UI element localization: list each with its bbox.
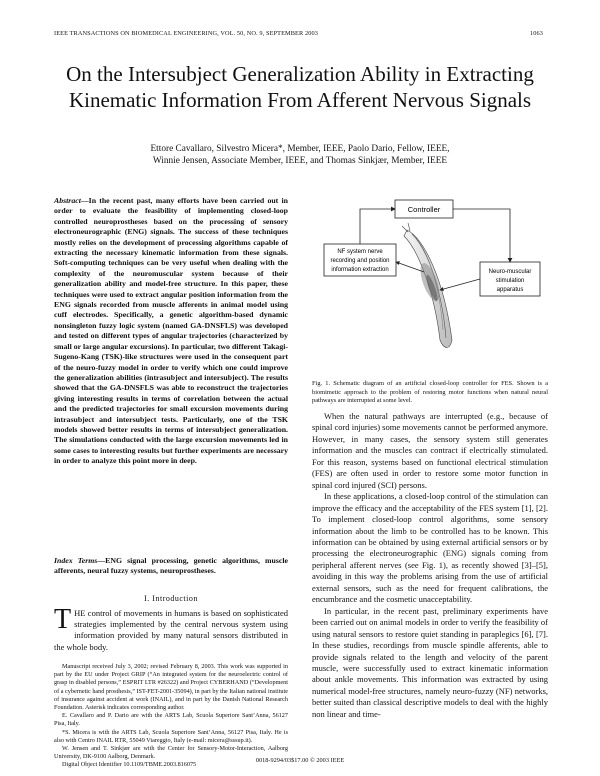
nm-box-line-3: apparatus [496, 287, 524, 293]
nf-box-line-3: information extraction [331, 267, 389, 273]
paragraph-3: In particular, in the recent past, preliminary experiments have been carried out on animal models in order to verify the feasibility of using natural sensors to restore quiet standing in paraplegics [6], [7]. In these studies, recordings from muscle spindle afferents, able to provide signals related to the length and velocity of the parent muscle, were successfully used to extract kinematic information about ankle movements. This information was extracted by using numerical model-free structures, namely neuro-fuzzy (NF) networks, better suited than classical descriptive models to deal with the highly non linear and time- [312, 605, 548, 719]
footnote-affiliation-1: E. Cavallaro and P. Dario are with the ARTS Lab, Scuola Superiore Sant’Anna, 56127 Pisa, Italy. [54, 712, 288, 728]
figure-1-diagram [312, 190, 548, 370]
nf-box-line-2: recording and position [330, 258, 390, 264]
arrow-limb-to-nf [396, 262, 424, 272]
index-terms-text: ENG signal processing, genetic algorithms, muscle afferents, neural fuzzy systems, neuroprostheses. [54, 556, 288, 576]
paragraph-1: When the natural pathways are interrupted (e.g., because of spinal cord injuries) some movements cannot be performed anymore. However, in many cases, the sensory system still generates information and the muscles can contract if electrically stimulated. For this reason, systems based on functional electrical stimulation (FES) are often used in order to restore some motor function in spinal cord injured (SCI) persons. [312, 411, 548, 490]
index-terms-label: Index Terms— [54, 556, 106, 565]
index-terms [54, 556, 288, 577]
footnote-manuscript: Manuscript received July 3, 2002; revised February 8, 2003. This work was supported in part by the EU under Project GRIP (“An integrated system for the neuroelectric control of grasp in disabled persons,” ESPRIT LTR #26322) and Project CYBERHAND (“Development of a cybernetic hand prosthesis,” IST-FET-2001-35094), in part by the Italian national institute of insurance against accident at work (INAIL), and in part by the Danish National Research Foundation. Asterisk indicates corresponding author. [54, 663, 288, 712]
footnote-affiliation-3: W. Jensen and T. Sinkjær are with the Center for Sensory-Motor-Interaction, Aalborg University, DK-9100 Aalborg, Denmark. [54, 745, 288, 761]
abstract-label: Abstract— [54, 196, 89, 205]
page-number: 1063 [530, 30, 543, 37]
section-heading: I. Introduction [144, 594, 198, 603]
figure-1-caption: Fig. 1. Schematic diagram of an artificial closed-loop controller for FES. Shown is a biomimetic approach to the problem of restoring motor functions when natural neural pathways are interrupted at some level. [312, 380, 548, 405]
right-column-text [312, 411, 548, 720]
arrow-nm-to-limb [440, 279, 480, 290]
author-line-1: Ettore Cavallaro, Silvestro Micera*, Member, IEEE, Paolo Dario, Fellow, IEEE, [150, 144, 450, 154]
author-line-2: Winnie Jensen, Associate Member, IEEE, and Thomas Sinkjær, Member, IEEE [152, 156, 448, 167]
footnote-doi: Digital Object Identifier 10.1109/TBME.2003.816075 [62, 761, 197, 769]
abstract [54, 196, 288, 467]
paragraph-2: In these applications, a closed-loop control of the stimulation can improve the efficacy and the acceptability of the FES system [1], [2]. To implement closed-loop control algorithms, some sensory information about the limb to be controlled has to be known. This information can be obtained by using external artificial sensors or by processing the electroneurographic (ENG) signals coming from peripheral afferent nerves (see Fig. 1), as recently showed [3]–[5], avoiding in this way the problems arising from the use of artificial external sensors, such as the need for frequent calibrations, the encumbrance and the cosmetic unacceptability. [312, 491, 548, 605]
intro-text: HE control of movements in humans is based on sophisticated strategies implemented by the central nervous system using information provided by many natural sensors distributed in the whole body. [54, 608, 288, 652]
paper-title: On the Intersubject Generalization Ability in Extracting Kinematic Information From Afferent Nervous Signals [66, 62, 534, 112]
nm-box-line-1: Neuro-muscular [488, 269, 532, 275]
nm-box-line-2: stimulation [495, 278, 525, 284]
author-list [60, 143, 540, 168]
drop-cap: T [54, 604, 72, 635]
copyright-footer: 0018-9294/03$17.00 © 2003 IEEE [255, 757, 345, 764]
controller-label: Controller [407, 205, 441, 214]
footnotes [54, 663, 288, 770]
nf-box-line-1: NF system nerve [337, 249, 383, 255]
abstract-text: In the recent past, many efforts have been carried out in order to evaluate the feasibility of implementing closed-loop controlled neuroprostheses based on the processing of sensory electroneurographic (ENG) signals. The success of these techniques mostly relies on the development of processing algorithms capable of extracting the necessary kinematic information from these signals. Soft-computing techniques can be very useful when dealing with the complexity of the neuromuscular system because of their generalization ability and model-free structure. In this paper, these techniques were used to extract angular position information from the ENG signals recorded from muscle afferents in animal model using cuff electrodes. Specifically, a genetic algorithm-based dynamic nonsingleton fuzzy logic system (named GA-DNSFLS) was developed and tested on different types of angular trajectories (characterized by small or large angular excursions). In particular, two different Takagi-Sugeno-Kang (TSK)-like structures were used in the consequent part of the neuro-fuzzy model in order to verify which one could improve the generalization abilities (intrasubject and intersubject). The results showed that the GA-DNSFLS was able to reconstruct the trajectories giving interesting results in terms of correlation between the actual and the predicted trajectories for small excursion movements during intrasubject and intersubject tests. Particularly, one of the TSK models showed better results in terms of intersubject generalization. The simulations conducted with the large excursion movements led in some cases to interesting results but further experiments are necessary in order to analyze this point more in deep. [54, 196, 288, 466]
arrow-nf-to-controller [360, 209, 395, 244]
arrow-controller-to-nm [453, 209, 510, 262]
footnote-affiliation-2: *S. Micera is with the ARTS Lab, Scuola Superiore Sant’Anna, 56127 Pisa, Italy. He is also with Centro INAIL RTR, 55049 Viareggio, Italy (e-mail: micera@sssup.it). [54, 728, 288, 744]
intro-paragraph [54, 604, 288, 653]
limb-illustration [402, 223, 452, 348]
running-header: IEEE TRANSACTIONS ON BIOMEDICAL ENGINEERING, VOL. 50, NO. 9, SEPTEMBER 2003 [54, 30, 318, 37]
